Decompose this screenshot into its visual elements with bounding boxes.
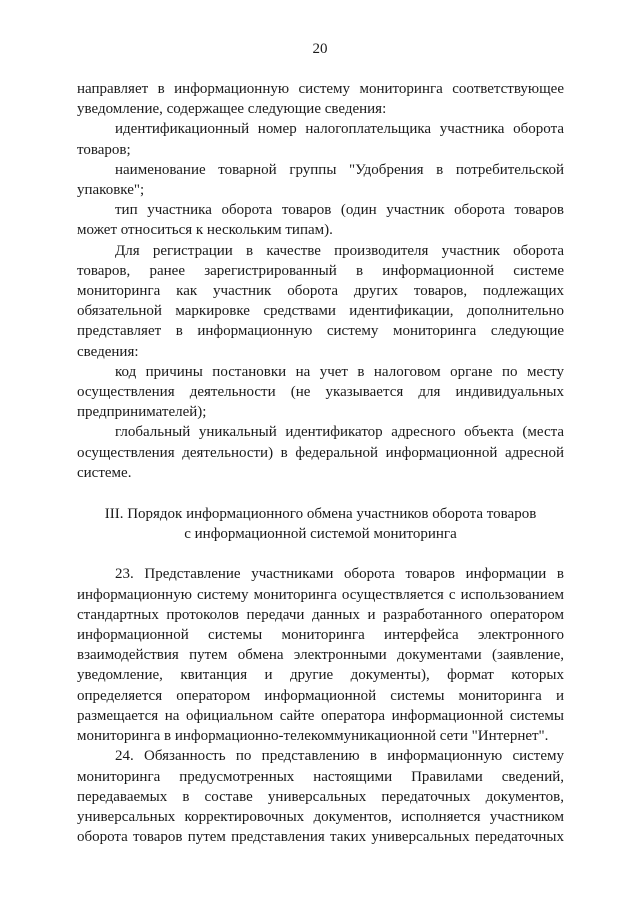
page-number: 20: [312, 41, 328, 57]
section-heading-line-2: с информационной системой мониторинга: [184, 526, 457, 543]
paragraph-kpp: код причины постановки на учет в налоговом органе по месту осуществления деятельности (не указывается для индивидуальных предпринимателей);: [77, 363, 564, 421]
section-heading-line-1: III. Порядок информационного обмена участников оборота товаров: [104, 506, 537, 523]
document-body: [77, 79, 564, 847]
paragraph-product-group: наименование товарной группы "Удобрения в потребительской упаковке";: [77, 161, 564, 199]
paragraph-continuation: направляет в информационную систему мониторинга соответствующее уведомление, содержащее следующие сведения:: [77, 81, 564, 118]
paragraph-24: 24. Обязанность по представлению в информационную систему мониторинга предусмотренных настоящими Правилами сведений, передаваемых в составе универсальных передаточных документов, универсальных корректировочных документов, исполняется участником оборота товаров путем представления таких универсальных передаточных: [77, 748, 564, 846]
paragraph-23: 23. Представление участниками оборота товаров информации в информационную систему мониторинга осуществляется с использованием стандартных протоколов передачи данных и разработанного оператором информационной системы мониторинга интерфейса электронного взаимодействия путем обмена электронными документами (заявление, уведомление, квитанция и другие документы), формат которых определяется оператором информационной системы мониторинга и размещается на официальном сайте оператора информационной системы мониторинга в информационно-телекоммуникационной сети "Интернет".: [77, 566, 564, 745]
paragraph-address-id: глобальный уникальный идентификатор адресного объекта (места осуществления деятельности) в федеральной информационной адресной системе.: [77, 424, 564, 481]
paragraph-inn: идентификационный номер налогоплательщика участника оборота товаров;: [77, 121, 564, 158]
paragraph-participant-type: тип участника оборота товаров (один участник оборота товаров может относиться к нескольким типам).: [77, 202, 564, 239]
section-heading: [77, 504, 564, 544]
paragraph-registration: Для регистрации в качестве производителя участник оборота товаров, ранее зарегистрированный в информационной системе мониторинга как участник оборота других товаров, подлежащих обязательной маркировке средствами идентификации, дополнительно представляет в информационную систему мониторинга следующие сведения:: [77, 242, 564, 360]
